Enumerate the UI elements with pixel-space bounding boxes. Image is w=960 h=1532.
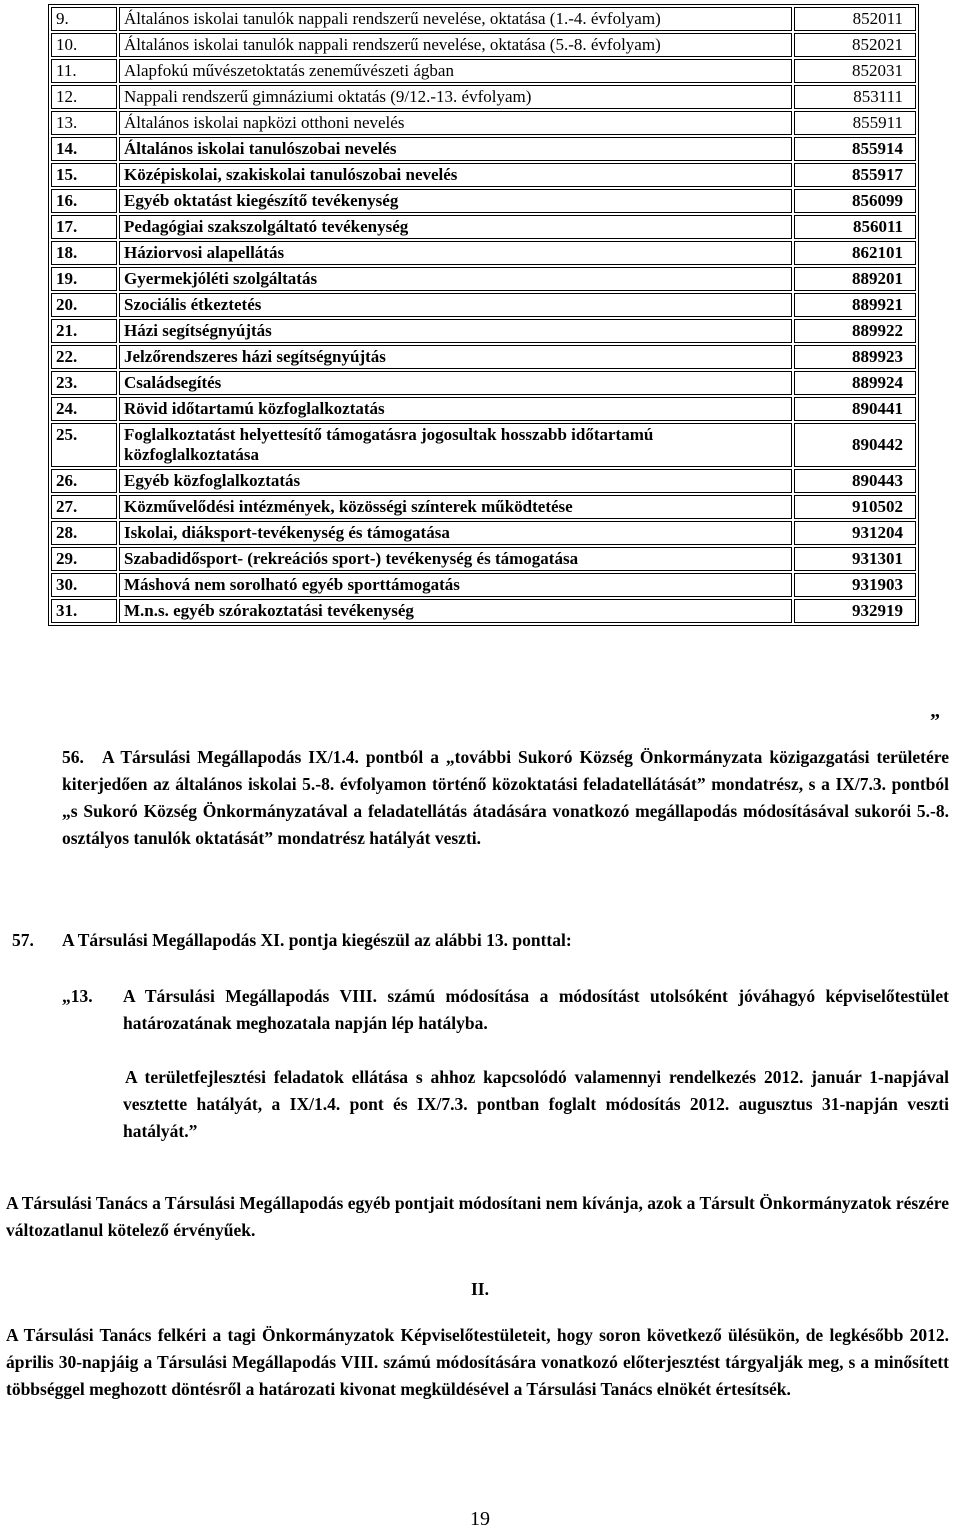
row-code: 856099	[794, 189, 916, 213]
table-row	[51, 495, 916, 519]
row-description: Általános iskolai napközi otthoni nevelés	[119, 111, 792, 135]
row-code: 855917	[794, 163, 916, 187]
row-number: 14.	[51, 137, 117, 161]
row-number: 23.	[51, 371, 117, 395]
row-number: 25.	[51, 423, 117, 467]
section-56-body: A Társulási Megállapodás IX/1.4. pontból a „további Sukoró Község Önkormányzata közigazgatási területére kiterjedően az általános iskolai 5.-8. évfolyamon történő közoktatási feladatellátását” mondatrész, s a IX/7.3. pontból „s Sukoró Község Önkormányzatával a feladatellátás átadására vonatkozó megállapodás módosításával sukorói 5.-8. osztályos tanulók oktatását” mondatrész hatályát veszti.	[62, 747, 949, 848]
council-paragraph: A Társulási Tanács a Társulási Megállapodás egyéb pontjait módosítani nem kívánja, azok a Társult Önkormányzatok részére változatlanul kötelező érvényűek.	[6, 1193, 949, 1240]
row-number: 9.	[51, 7, 117, 31]
row-description: Egyéb oktatást kiegészítő tevékenység	[119, 189, 792, 213]
row-code: 889922	[794, 319, 916, 343]
table-body	[51, 7, 916, 623]
table-row	[51, 189, 916, 213]
row-number: 29.	[51, 547, 117, 571]
row-number: 22.	[51, 345, 117, 369]
table-row	[51, 397, 916, 421]
row-number: 18.	[51, 241, 117, 265]
row-code: 856011	[794, 215, 916, 239]
row-code: 889924	[794, 371, 916, 395]
request-paragraph: A Társulási Tanács felkéri a tagi Önkormányzatok Képviselőtestületeit, hogy soron következő ülésükön, de legkésőbb 2012. április 30-napjáig a Társulási Megállapodás VIII. számú módosítására vonatkozó előterjesztést tárgyalják meg, s a minősített többséggel meghozott döntésről a határozati kivonat megküldésével a Társulási Tanács elnökét értesítsék.	[6, 1325, 949, 1399]
table-row	[51, 137, 916, 161]
closing-quote: ”	[930, 710, 940, 732]
activity-code-table	[48, 4, 919, 626]
row-number: 31.	[51, 599, 117, 623]
table-row	[51, 163, 916, 187]
table-row	[51, 319, 916, 343]
row-description: Szociális étkeztetés	[119, 293, 792, 317]
territorial-paragraph: A területfejlesztési feladatok ellátása s ahhoz kapcsolódó valamennyi rendelkezés 2012. január 1-napjával vesztette hatályát, a IX/1.4. pont és IX/7.3. pontban foglalt módosítás 2012. augusztus 31-napján veszti hatályát.”	[123, 1067, 949, 1141]
row-number: 13.	[51, 111, 117, 135]
row-code: 889921	[794, 293, 916, 317]
row-code: 862101	[794, 241, 916, 265]
row-code: 931204	[794, 521, 916, 545]
row-description: Alapfokú művészetoktatás zeneművészeti ágban	[119, 59, 792, 83]
row-code: 931301	[794, 547, 916, 571]
row-number: 11.	[51, 59, 117, 83]
row-description: Pedagógiai szakszolgáltató tevékenység	[119, 215, 792, 239]
row-description: Háziorvosi alapellátás	[119, 241, 792, 265]
table-row	[51, 573, 916, 597]
section-57-number: 57.	[12, 930, 34, 950]
row-code: 855911	[794, 111, 916, 135]
section-56-text	[62, 744, 949, 852]
section-57-text: A Társulási Megállapodás XI. pontja kiegészül az alábbi 13. ponttal:	[62, 930, 572, 950]
row-number: 21.	[51, 319, 117, 343]
row-description: Középiskolai, szakiskolai tanulószobai nevelés	[119, 163, 792, 187]
row-number: 24.	[51, 397, 117, 421]
row-description: Nappali rendszerű gimnáziumi oktatás (9/12.-13. évfolyam)	[119, 85, 792, 109]
table-row	[51, 7, 916, 31]
table-row	[51, 33, 916, 57]
section-56-number: 56.	[62, 747, 84, 767]
table-row	[51, 521, 916, 545]
row-number: 30.	[51, 573, 117, 597]
table-row	[51, 547, 916, 571]
table-row	[51, 241, 916, 265]
row-description: Iskolai, diáksport-tevékenység és támogatása	[119, 521, 792, 545]
row-code: 889923	[794, 345, 916, 369]
row-code: 852031	[794, 59, 916, 83]
table-row	[51, 215, 916, 239]
row-code: 889201	[794, 267, 916, 291]
row-description: Közművelődési intézmények, közösségi színterek működtetése	[119, 495, 792, 519]
table-row	[51, 423, 916, 467]
table-row	[51, 345, 916, 369]
row-code: 890441	[794, 397, 916, 421]
row-number: 17.	[51, 215, 117, 239]
table-row	[51, 59, 916, 83]
row-description: Máshová nem sorolható egyéb sporttámogatás	[119, 573, 792, 597]
row-number: 20.	[51, 293, 117, 317]
row-code: 852011	[794, 7, 916, 31]
row-number: 15.	[51, 163, 117, 187]
point-13-number: „13.	[62, 986, 93, 1006]
table-row	[51, 267, 916, 291]
row-description: Szabadidősport- (rekreációs sport-) tevékenység és támogatása	[119, 547, 792, 571]
row-description: Általános iskolai tanulók nappali rendszerű nevelése, oktatása (1.-4. évfolyam)	[119, 7, 792, 31]
table-row	[51, 111, 916, 135]
section-ii-title: II.	[471, 1279, 489, 1299]
row-code: 910502	[794, 495, 916, 519]
table-row	[51, 371, 916, 395]
row-number: 27.	[51, 495, 117, 519]
row-description: Házi segítségnyújtás	[119, 319, 792, 343]
row-description: Foglalkoztatást helyettesítő támogatásra jogosultak hosszabb időtartamú közfoglalkoztatása	[119, 423, 792, 467]
row-number: 19.	[51, 267, 117, 291]
row-description: Általános iskolai tanulók nappali rendszerű nevelése, oktatása (5.-8. évfolyam)	[119, 33, 792, 57]
row-code: 852021	[794, 33, 916, 57]
row-code: 853111	[794, 85, 916, 109]
table-row	[51, 599, 916, 623]
row-description: Rövid időtartamú közfoglalkoztatás	[119, 397, 792, 421]
row-code: 890442	[794, 423, 916, 467]
row-description: Gyermekjóléti szolgáltatás	[119, 267, 792, 291]
row-description: Családsegítés	[119, 371, 792, 395]
page-number: 19	[470, 1508, 490, 1530]
row-code: 890443	[794, 469, 916, 493]
point-13-text: A Társulási Megállapodás VIII. számú módosítása a módosítást utolsóként jóváhagyó képviselőtestület határozatának meghozatala napján lép hatályba.	[123, 986, 949, 1033]
row-number: 10.	[51, 33, 117, 57]
row-code: 931903	[794, 573, 916, 597]
row-description: M.n.s. egyéb szórakoztatási tevékenység	[119, 599, 792, 623]
row-description: Egyéb közfoglalkoztatás	[119, 469, 792, 493]
row-code: 932919	[794, 599, 916, 623]
row-number: 16.	[51, 189, 117, 213]
table-row	[51, 85, 916, 109]
row-number: 12.	[51, 85, 117, 109]
table-row	[51, 293, 916, 317]
row-number: 26.	[51, 469, 117, 493]
row-number: 28.	[51, 521, 117, 545]
table-row	[51, 469, 916, 493]
row-description: Jelzőrendszeres házi segítségnyújtás	[119, 345, 792, 369]
row-code: 855914	[794, 137, 916, 161]
row-description: Általános iskolai tanulószobai nevelés	[119, 137, 792, 161]
